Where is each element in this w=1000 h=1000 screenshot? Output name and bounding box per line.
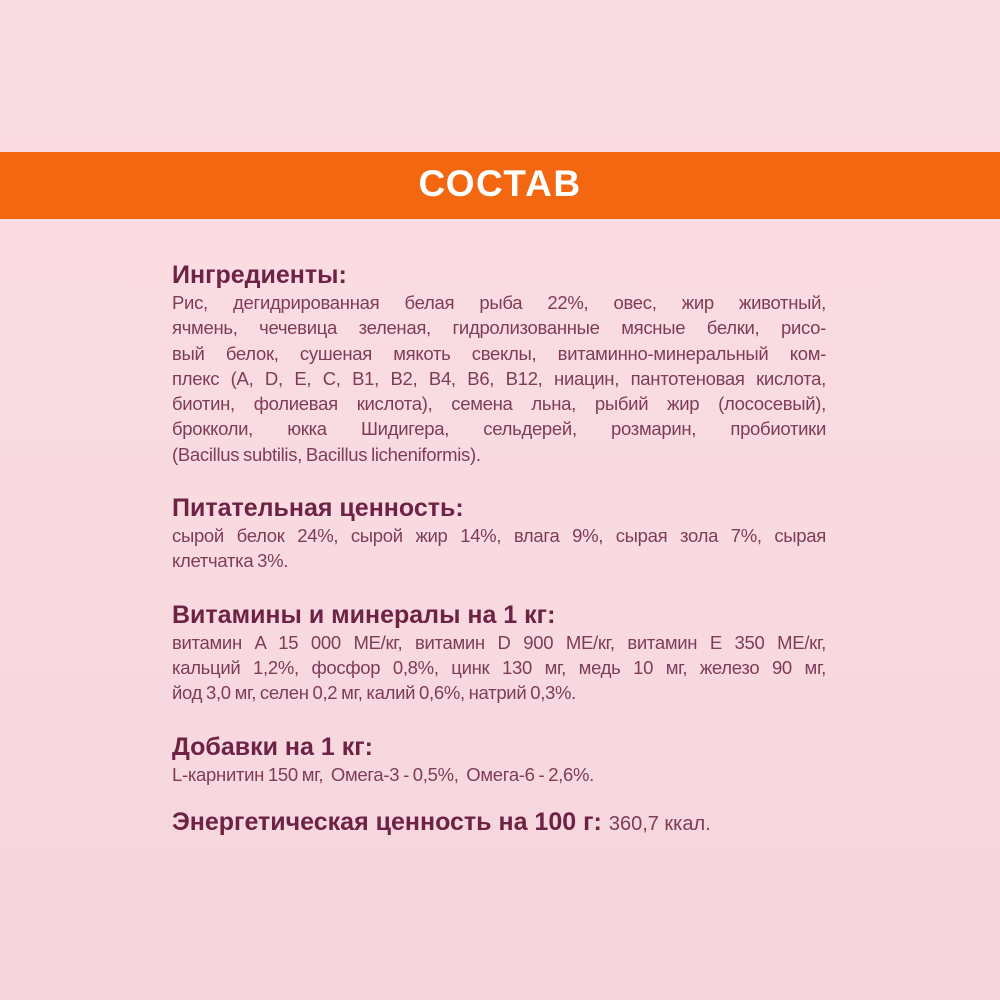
section-ingredients xyxy=(172,260,826,467)
section-title-nutritional-value: Питательная ценность: xyxy=(172,494,464,523)
text-line: вый белок, сушеная мякоть свеклы, витаминно-минеральный ком- xyxy=(172,342,826,364)
section-nutritional-value xyxy=(172,493,826,574)
text-line: плекс (A, D, E, C, B1, B2, B4, B6, B12, ниацин, пантотеновая кислота, xyxy=(172,367,826,389)
section-banner xyxy=(0,152,1000,219)
section-body-additives xyxy=(172,762,826,787)
text-line: ячмень, чечевица зеленая, гидролизованные мясные белки, рисо- xyxy=(172,317,826,339)
section-body-ingredients xyxy=(172,290,826,467)
text-line: брокколи, юкка Шидигера, сельдерей, розмарин, пробиотики xyxy=(172,418,826,440)
text-line: йод 3,0 мг, селен 0,2 мг, калий 0,6%, натрий 0,3%. xyxy=(172,682,577,704)
text-line: (Bacillus subtilis, Bacillus licheniformis). xyxy=(172,443,481,465)
section-body-vitamins-minerals xyxy=(172,630,826,706)
section-title-additives: Добавки на 1 кг: xyxy=(172,732,373,761)
energy-value-amount: 360,7 ккал. xyxy=(608,812,711,835)
text-line: клетчатка 3%. xyxy=(172,550,289,572)
text-line: биотин, фолиевая кислота), семена льна, рыбий жир (лососевый), xyxy=(172,393,826,415)
energy-value-row xyxy=(172,807,826,841)
section-additives xyxy=(172,732,826,787)
section-body-nutritional-value xyxy=(172,523,826,574)
text-line: кальций 1,2%, фосфор 0,8%, цинк 130 мг, медь 10 мг, железо 90 мг, xyxy=(172,656,826,678)
label-content xyxy=(172,260,826,841)
text-line: Рис, дегидрированная белая рыба 22%, овес, жир животный, xyxy=(172,292,826,313)
energy-value-label: Энергетическая ценность на 100 г: xyxy=(172,807,602,836)
text-line: витамин A 15 000 МЕ/кг, витамин D 900 МЕ/кг, витамин E 350 МЕ/кг, xyxy=(172,631,826,653)
banner-title: СОСТАВ xyxy=(418,162,582,204)
text-line: сырой белок 24%, сырой жир 14%, влага 9%, сырая зола 7%, сырая xyxy=(172,525,826,547)
section-title-ingredients: Ингредиенты: xyxy=(172,261,347,289)
section-title-vitamins-minerals: Витамины и минералы на 1 кг: xyxy=(172,600,556,629)
section-vitamins-minerals xyxy=(172,600,826,706)
text-line: L-карнитин 150 мг, Омега-3 - 0,5%, Омега-6 - 2,6%. xyxy=(172,763,595,785)
